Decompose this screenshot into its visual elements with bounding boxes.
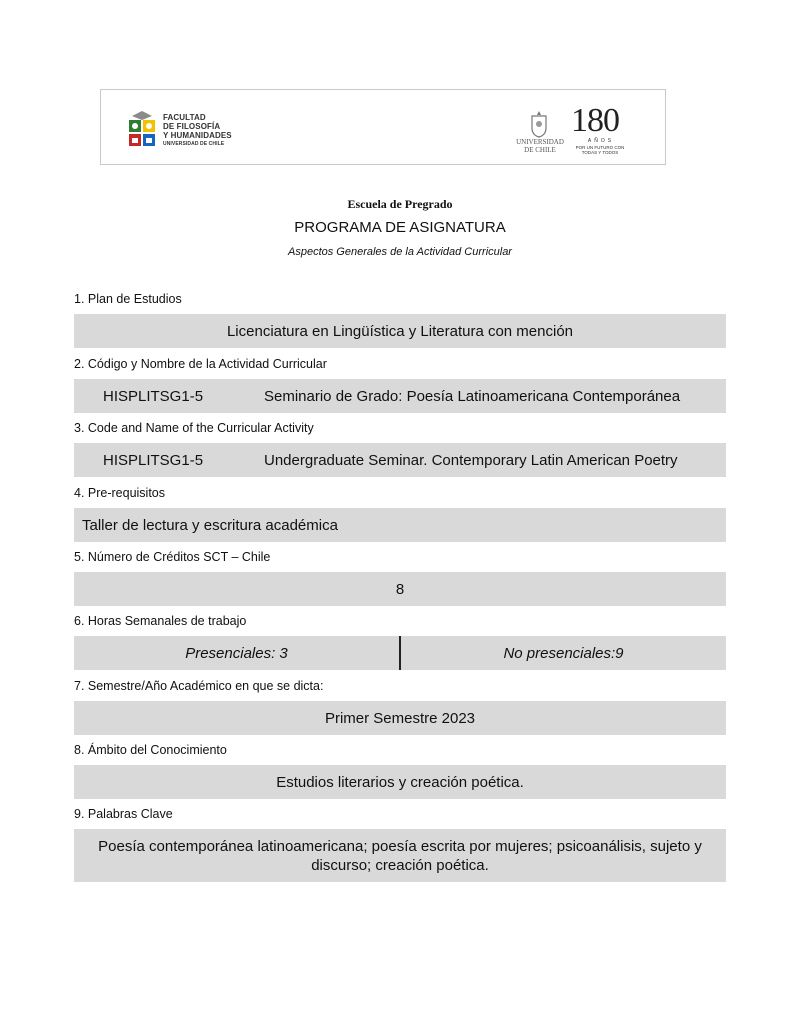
faculty-name: FACULTAD DE FILOSOFÍA Y HUMANIDADES UNIVERSIDAD DE CHILE <box>163 113 232 147</box>
code-es-name: Seminario de Grado: Poesía Latinoamericana Contemporánea <box>264 387 681 405</box>
hours-box <box>74 636 726 670</box>
code-en-name: Undergraduate Seminar. Contemporary Latin American Poetry <box>264 451 678 469</box>
anniversary-years: AÑOS <box>587 138 615 144</box>
hours-non-presential: No presenciales:9 <box>503 644 624 662</box>
semester-value: Primer Semestre 2023 <box>74 701 726 735</box>
plan-label: 1. Plan de Estudios <box>74 292 182 306</box>
prereq-value: Taller de lectura y escritura académica <box>74 508 726 542</box>
credits-value: 8 <box>74 572 726 606</box>
field-value: Estudios literarios y creación poética. <box>74 765 726 799</box>
code-en-box <box>74 443 726 477</box>
keywords-value: Poesía contemporánea latinoamericana; poesía escrita por mujeres; psicoanálisis, sujeto y discurso; creación poética. <box>74 829 726 882</box>
code-es-code: HISPLITSG1-5 <box>103 387 204 405</box>
credits-label: 5. Número de Créditos SCT – Chile <box>74 550 271 564</box>
field-label: 8. Ámbito del Conocimiento <box>74 743 227 757</box>
code-es-box <box>74 379 726 413</box>
anniversary-motto: POR UN FUTURO CON TODAS Y TODOS <box>575 145 625 155</box>
page-subtitle: Aspectos Generales de la Actividad Curricular <box>288 246 512 258</box>
university-name: UNIVERSIDAD DE CHILE <box>516 138 564 154</box>
semester-label: 7. Semestre/Año Académico en que se dicta: <box>74 679 324 693</box>
hours-presential: Presenciales: 3 <box>185 644 288 662</box>
header-banner <box>100 89 666 165</box>
school-name: Escuela de Pregrado <box>347 197 453 211</box>
hours-label: 6. Horas Semanales de trabajo <box>74 614 247 628</box>
page-title: PROGRAMA DE ASIGNATURA <box>294 219 506 236</box>
anniversary-number: 180 <box>571 102 619 139</box>
code-en-code: HISPLITSG1-5 <box>103 451 204 469</box>
faculty-shield-logo <box>127 110 157 148</box>
prereq-label: 4. Pre-requisitos <box>74 486 166 500</box>
code-es-label: 2. Código y Nombre de la Actividad Curricular <box>74 357 327 371</box>
code-en-label: 3. Code and Name of the Curricular Activity <box>74 421 314 435</box>
keywords-label: 9. Palabras Clave <box>74 807 173 821</box>
university-crest-logo <box>529 110 549 138</box>
plan-value: Licenciatura en Lingüística y Literatura con mención <box>74 314 726 348</box>
